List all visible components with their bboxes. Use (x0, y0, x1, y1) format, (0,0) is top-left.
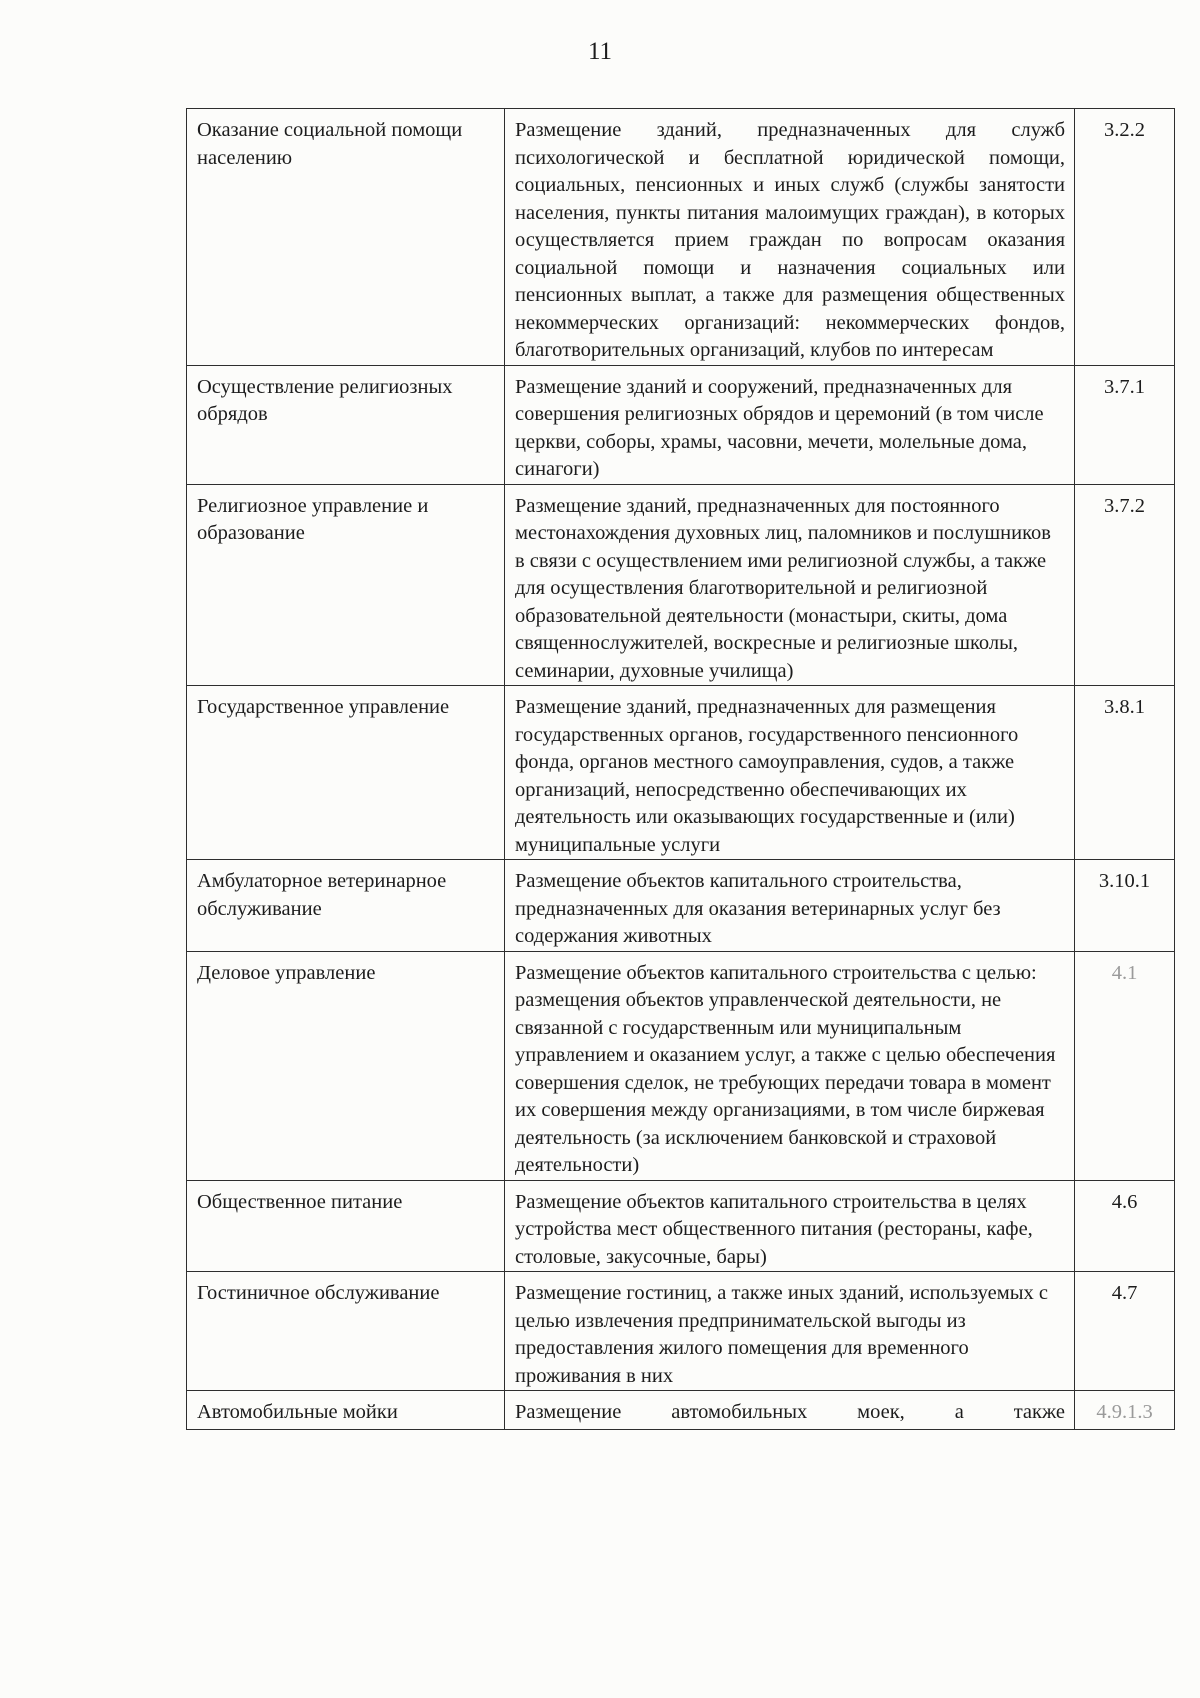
use-code-cell: 4.1 (1075, 951, 1175, 1180)
use-code-cell: 3.2.2 (1075, 109, 1175, 366)
table-row (187, 484, 1175, 686)
use-description-cell: Размещение зданий, предназначенных для размещения государственных органов, государственного пенсионного фонда, органов местного самоуправления, судов, а также организаций, непосредственно обеспечивающих их деятельность или оказывающих государственные и (или) муниципальные услуги (505, 686, 1075, 860)
table-row (187, 1391, 1175, 1430)
table-row (187, 686, 1175, 860)
use-description-cell: Размещение зданий, предназначенных для служб психологической и бесплатной юридической помощи, социальных, пенсионных и иных служб (службы занятости населения, пункты питания малоимущих граждан), в которых осуществляется прием граждан по вопросам оказания социальной помощи и назначения социальных или пенсионных выплат, а также для размещения общественных некоммерческих организаций: некоммерческих фондов, благотворительных организаций, клубов по интересам (505, 109, 1075, 366)
use-description-cell: Размещение гостиниц, а также иных зданий, используемых с целью извлечения предпринимательской выгоды из предоставления жилого помещения для временного проживания в них (505, 1272, 1075, 1391)
use-code-cell: 3.8.1 (1075, 686, 1175, 860)
use-description-cell: Размещение объектов капитального строительства в целях устройства мест общественного питания (рестораны, кафе, столовые, закусочные, бары) (505, 1180, 1075, 1272)
use-description-cell: Размещение зданий и сооружений, предназначенных для совершения религиозных обрядов и церемоний (в том числе церкви, соборы, храмы, часовни, мечети, молельные дома, синагоги) (505, 365, 1075, 484)
table-row (187, 951, 1175, 1180)
use-name-cell: Автомобильные мойки (187, 1391, 505, 1430)
use-name-cell: Гостиничное обслуживание (187, 1272, 505, 1391)
use-description-cell: Размещение автомобильных моек, а также (505, 1391, 1075, 1430)
table-row (187, 1180, 1175, 1272)
use-description-cell: Размещение зданий, предназначенных для постоянного местонахождения духовных лиц, паломников и послушников в связи с осуществлением ими религиозной службы, а также для осуществления благотворительной и религиозной образовательной деятельности (монастыри, скиты, дома священнослужителей, воскресные и религиозные школы, семинарии, духовные училища) (505, 484, 1075, 686)
use-description-cell: Размещение объектов капитального строительства с целью: размещения объектов управленческой деятельности, не связанной с государственным или муниципальным управлением и оказанием услуг, а также с целью обеспечения совершения сделок, не требующих передачи товара в момент их совершения между организациями, в том числе биржевая деятельность (за исключением банковской и страховой деятельности) (505, 951, 1075, 1180)
page-number: 11 (587, 38, 613, 65)
use-name-cell: Деловое управление (187, 951, 505, 1180)
use-code-cell: 4.9.1.3 (1075, 1391, 1175, 1430)
use-name-cell: Оказание социальной помощи населению (187, 109, 505, 366)
land-use-table (186, 108, 1175, 1430)
use-description-cell: Размещение объектов капитального строительства, предназначенных для оказания ветеринарных услуг без содержания животных (505, 860, 1075, 952)
use-code-cell: 3.10.1 (1075, 860, 1175, 952)
use-code-cell: 4.6 (1075, 1180, 1175, 1272)
use-code-cell: 3.7.1 (1075, 365, 1175, 484)
use-name-cell: Религиозное управление и образование (187, 484, 505, 686)
table-row (187, 860, 1175, 952)
use-code-cell: 3.7.2 (1075, 484, 1175, 686)
table-row (187, 1272, 1175, 1391)
use-name-cell: Государственное управление (187, 686, 505, 860)
use-name-cell: Осуществление религиозных обрядов (187, 365, 505, 484)
use-name-cell: Амбулаторное ветеринарное обслуживание (187, 860, 505, 952)
use-name-cell: Общественное питание (187, 1180, 505, 1272)
table-row (187, 365, 1175, 484)
table-row (187, 109, 1175, 366)
use-code-cell: 4.7 (1075, 1272, 1175, 1391)
